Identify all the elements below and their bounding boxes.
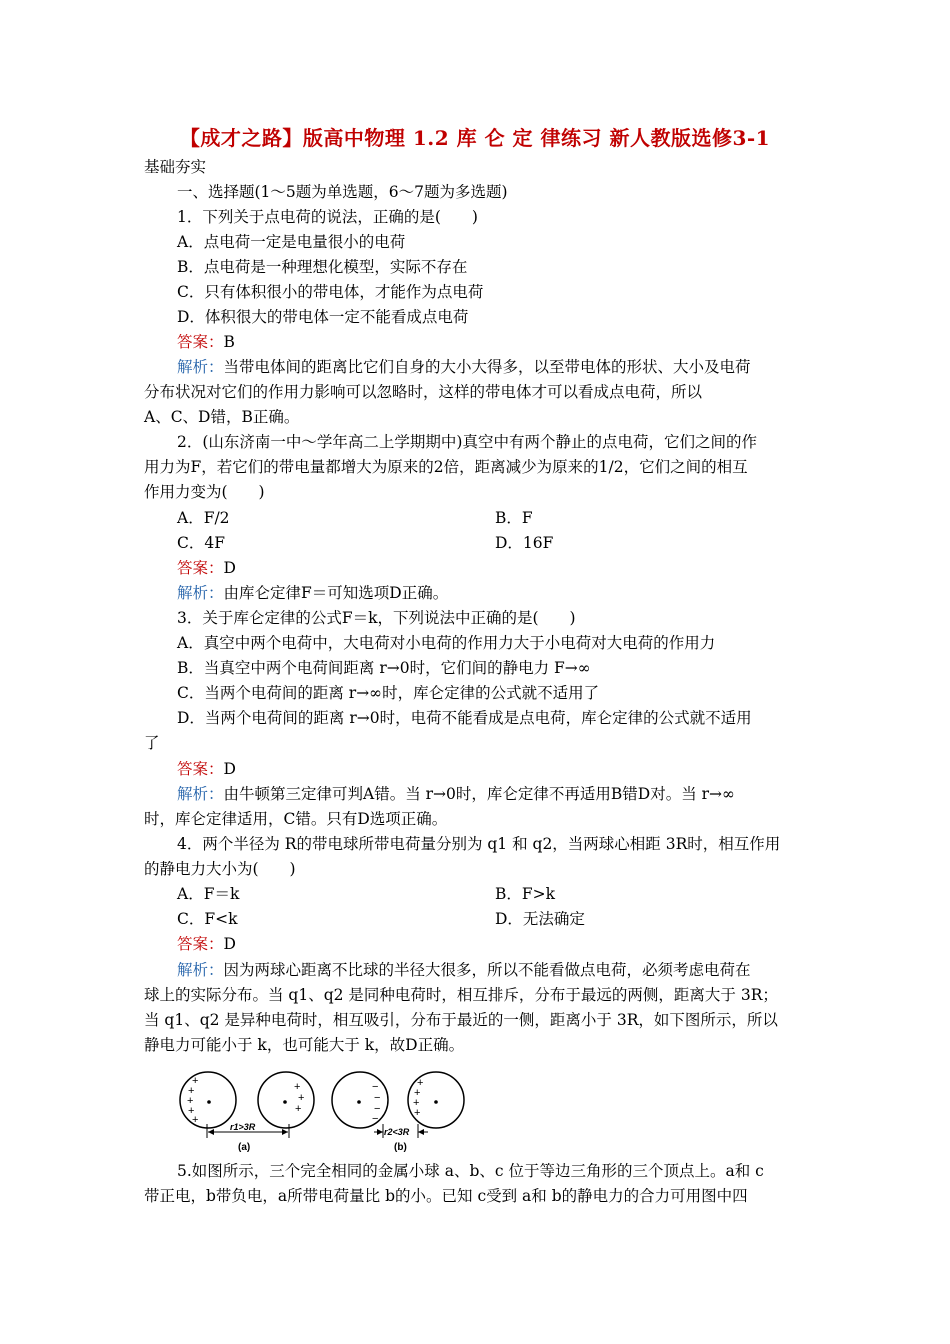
question-1-stem: 1．下列关于点电荷的说法，正确的是( ) <box>177 208 478 226</box>
question-3-option-c: C．当两个电荷间的距离 r→∞时，库仑定律的公式就不适用了 <box>177 684 600 702</box>
question-4-stem-line-2: 的静电力大小为( ) <box>144 860 296 878</box>
analysis-text: 当带电体间的距离比它们自身的大小大得多，以至带电体的形状、大小及电荷 <box>223 358 751 376</box>
analysis-text: 由牛顿第三定律可判A错。当 r→0时，库仑定律不再适用B错D对。当 r→∞ <box>223 785 735 803</box>
question-4-analysis-line-4: 静电力可能小于 k，也可能大于 k，故D正确。 <box>144 1036 465 1054</box>
analysis-text: 由库仑定律F＝可知选项D正确。 <box>223 584 449 602</box>
answer-value: D <box>223 935 236 953</box>
arrow-head <box>418 1129 424 1135</box>
question-4-option-d: D．无法确定 <box>495 910 585 928</box>
sphere-a2 <box>258 1072 314 1128</box>
question-2-analysis <box>177 581 448 606</box>
question-4-analysis-line-1 <box>177 958 751 983</box>
question-3-option-b: B．当真空中两个电荷间距离 r→0时，它们间的静电力 F→∞ <box>177 659 591 677</box>
plus-sign: + <box>187 1095 194 1107</box>
question-3-analysis-line-2: 时，库仑定律适用，C错。只有D选项正确。 <box>144 810 448 828</box>
question-2-stem-line-1: 2．(山东济南一中～学年高二上学期期中)真空中有两个静止的点电荷，它们之间的作 <box>177 433 757 451</box>
question-4-analysis-line-2: 球上的实际分布。当 q1、q2 是同种电荷时，相互排斥，分布于最远的两侧，距离大于 3R； <box>144 986 778 1004</box>
arrow-head <box>377 1129 383 1135</box>
answer-value: D <box>223 559 236 577</box>
question-5-stem-line-1: 5.如图所示，三个完全相同的金属小球 a、b、c 位于等边三角形的三个顶点上。a和 c <box>177 1162 764 1180</box>
sphere-a1-center <box>207 1100 211 1104</box>
answer-label: 答案： <box>177 333 224 351</box>
plus-sign: + <box>414 1107 421 1119</box>
minus-sign: − <box>372 1081 379 1093</box>
distance-label-a: r1>3R <box>230 1122 256 1132</box>
question-4-analysis-line-3: 当 q1、q2 是异种电荷时，相互吸引，分布于最近的一侧，距离小于 3R，如下图所示，所以 <box>144 1011 778 1029</box>
question-3-option-a: A．真空中两个电荷中，大电荷对小电荷的作用力大于小电荷对大电荷的作用力 <box>177 634 716 652</box>
part-heading: 一、选择题(1～5题为单选题，6～7题为多选题) <box>177 183 508 201</box>
arrow-head <box>282 1129 288 1135</box>
question-2-option-b: B．F <box>495 509 533 527</box>
distance-label-b: r2<3R <box>384 1127 410 1137</box>
question-1-analysis-line-1 <box>177 355 751 380</box>
plus-sign: + <box>188 1085 195 1097</box>
answer-label: 答案： <box>177 935 224 953</box>
question-4-option-c: C．F<k <box>177 910 238 928</box>
question-2-option-a: A．F/2 <box>177 509 230 527</box>
document-title: 【成才之路】版高中物理 1.2 库 仑 定 律练习 新人教版选修3-1 <box>179 126 771 150</box>
sphere-b1-center <box>357 1100 361 1104</box>
sphere-b2-center <box>434 1100 438 1104</box>
question-2-stem-line-2: 用力为F，若它们的带电量都增大为原来的2倍，距离减少为原来的1/2，它们之间的相互 <box>144 458 748 476</box>
arrow-head <box>208 1129 214 1135</box>
question-4-option-b: B．F>k <box>495 885 556 903</box>
minus-sign: − <box>374 1103 381 1115</box>
analysis-label: 解析： <box>177 584 224 602</box>
analysis-text: 因为两球心距离不比球的半径大很多，所以不能看做点电荷，必须考虑电荷在 <box>223 961 751 979</box>
question-4-stem-line-1: 4．两个半径为 R的带电球所带电荷量分别为 q1 和 q2，当两球心相距 3R时，相互作用 <box>177 835 781 853</box>
section-heading: 基础夯实 <box>144 158 207 176</box>
question-2-stem-line-3: 作用力变为( ) <box>144 483 265 501</box>
question-2-option-c: C．4F <box>177 534 225 552</box>
question-1-analysis-line-2: 分布状况对它们的作用力影响可以忽略时，这样的带电体才可以看成点电荷，所以 <box>144 383 703 401</box>
question-3-option-d-line-2: 了 <box>144 734 160 752</box>
label-b: (b) <box>394 1142 407 1153</box>
question-1-analysis-line-3: A、C、D错，B正确。 <box>144 408 300 426</box>
plus-sign: + <box>192 1114 199 1126</box>
answer-label: 答案： <box>177 760 224 778</box>
minus-sign: − <box>374 1092 381 1104</box>
question-1-option-d: D．体积很大的带电体一定不能看成点电荷 <box>177 308 469 326</box>
plus-sign: + <box>298 1092 305 1104</box>
answer-label: 答案： <box>177 559 224 577</box>
question-4-option-a: A．F＝k <box>177 885 240 903</box>
plus-sign: + <box>294 1081 301 1093</box>
question-1-option-b: B．点电荷是一种理想化模型，实际不存在 <box>177 258 468 276</box>
plus-sign: + <box>414 1087 421 1099</box>
minus-sign: − <box>372 1113 379 1125</box>
question-4-answer <box>177 932 236 957</box>
question-1-answer <box>177 330 235 355</box>
sphere-a2-center <box>283 1100 287 1104</box>
question-3-stem: 3．关于库仑定律的公式F＝k，下列说法中正确的是( ) <box>177 609 576 627</box>
label-a: (a) <box>238 1142 251 1153</box>
question-5-stem-line-2: 带正电，b带负电，a所带电荷量比 b的小。已知 c受到 a和 b的静电力的合力可用图中四 <box>144 1187 748 1205</box>
plus-sign: + <box>413 1097 420 1109</box>
answer-value: D <box>223 760 236 778</box>
analysis-label: 解析： <box>177 961 224 979</box>
question-3-answer <box>177 757 236 782</box>
question-1-option-a: A．点电荷一定是电量很小的电荷 <box>177 233 406 251</box>
analysis-label: 解析： <box>177 785 224 803</box>
question-2-option-d: D．16F <box>495 534 554 552</box>
plus-sign: + <box>192 1075 199 1087</box>
question-1-option-c: C．只有体积很小的带电体，才能作为点电荷 <box>177 283 484 301</box>
question-2-answer <box>177 556 236 581</box>
analysis-label: 解析： <box>177 358 224 376</box>
plus-sign: + <box>295 1103 302 1115</box>
answer-value: B <box>223 333 235 351</box>
charged-spheres-figure <box>178 1062 478 1162</box>
plus-sign: + <box>188 1105 195 1117</box>
question-3-analysis-line-1 <box>177 782 735 807</box>
plus-sign: + <box>417 1077 424 1089</box>
question-3-option-d-line-1: D．当两个电荷间的距离 r→0时，电荷不能看成是点电荷，库仑定律的公式就不适用 <box>177 709 752 727</box>
